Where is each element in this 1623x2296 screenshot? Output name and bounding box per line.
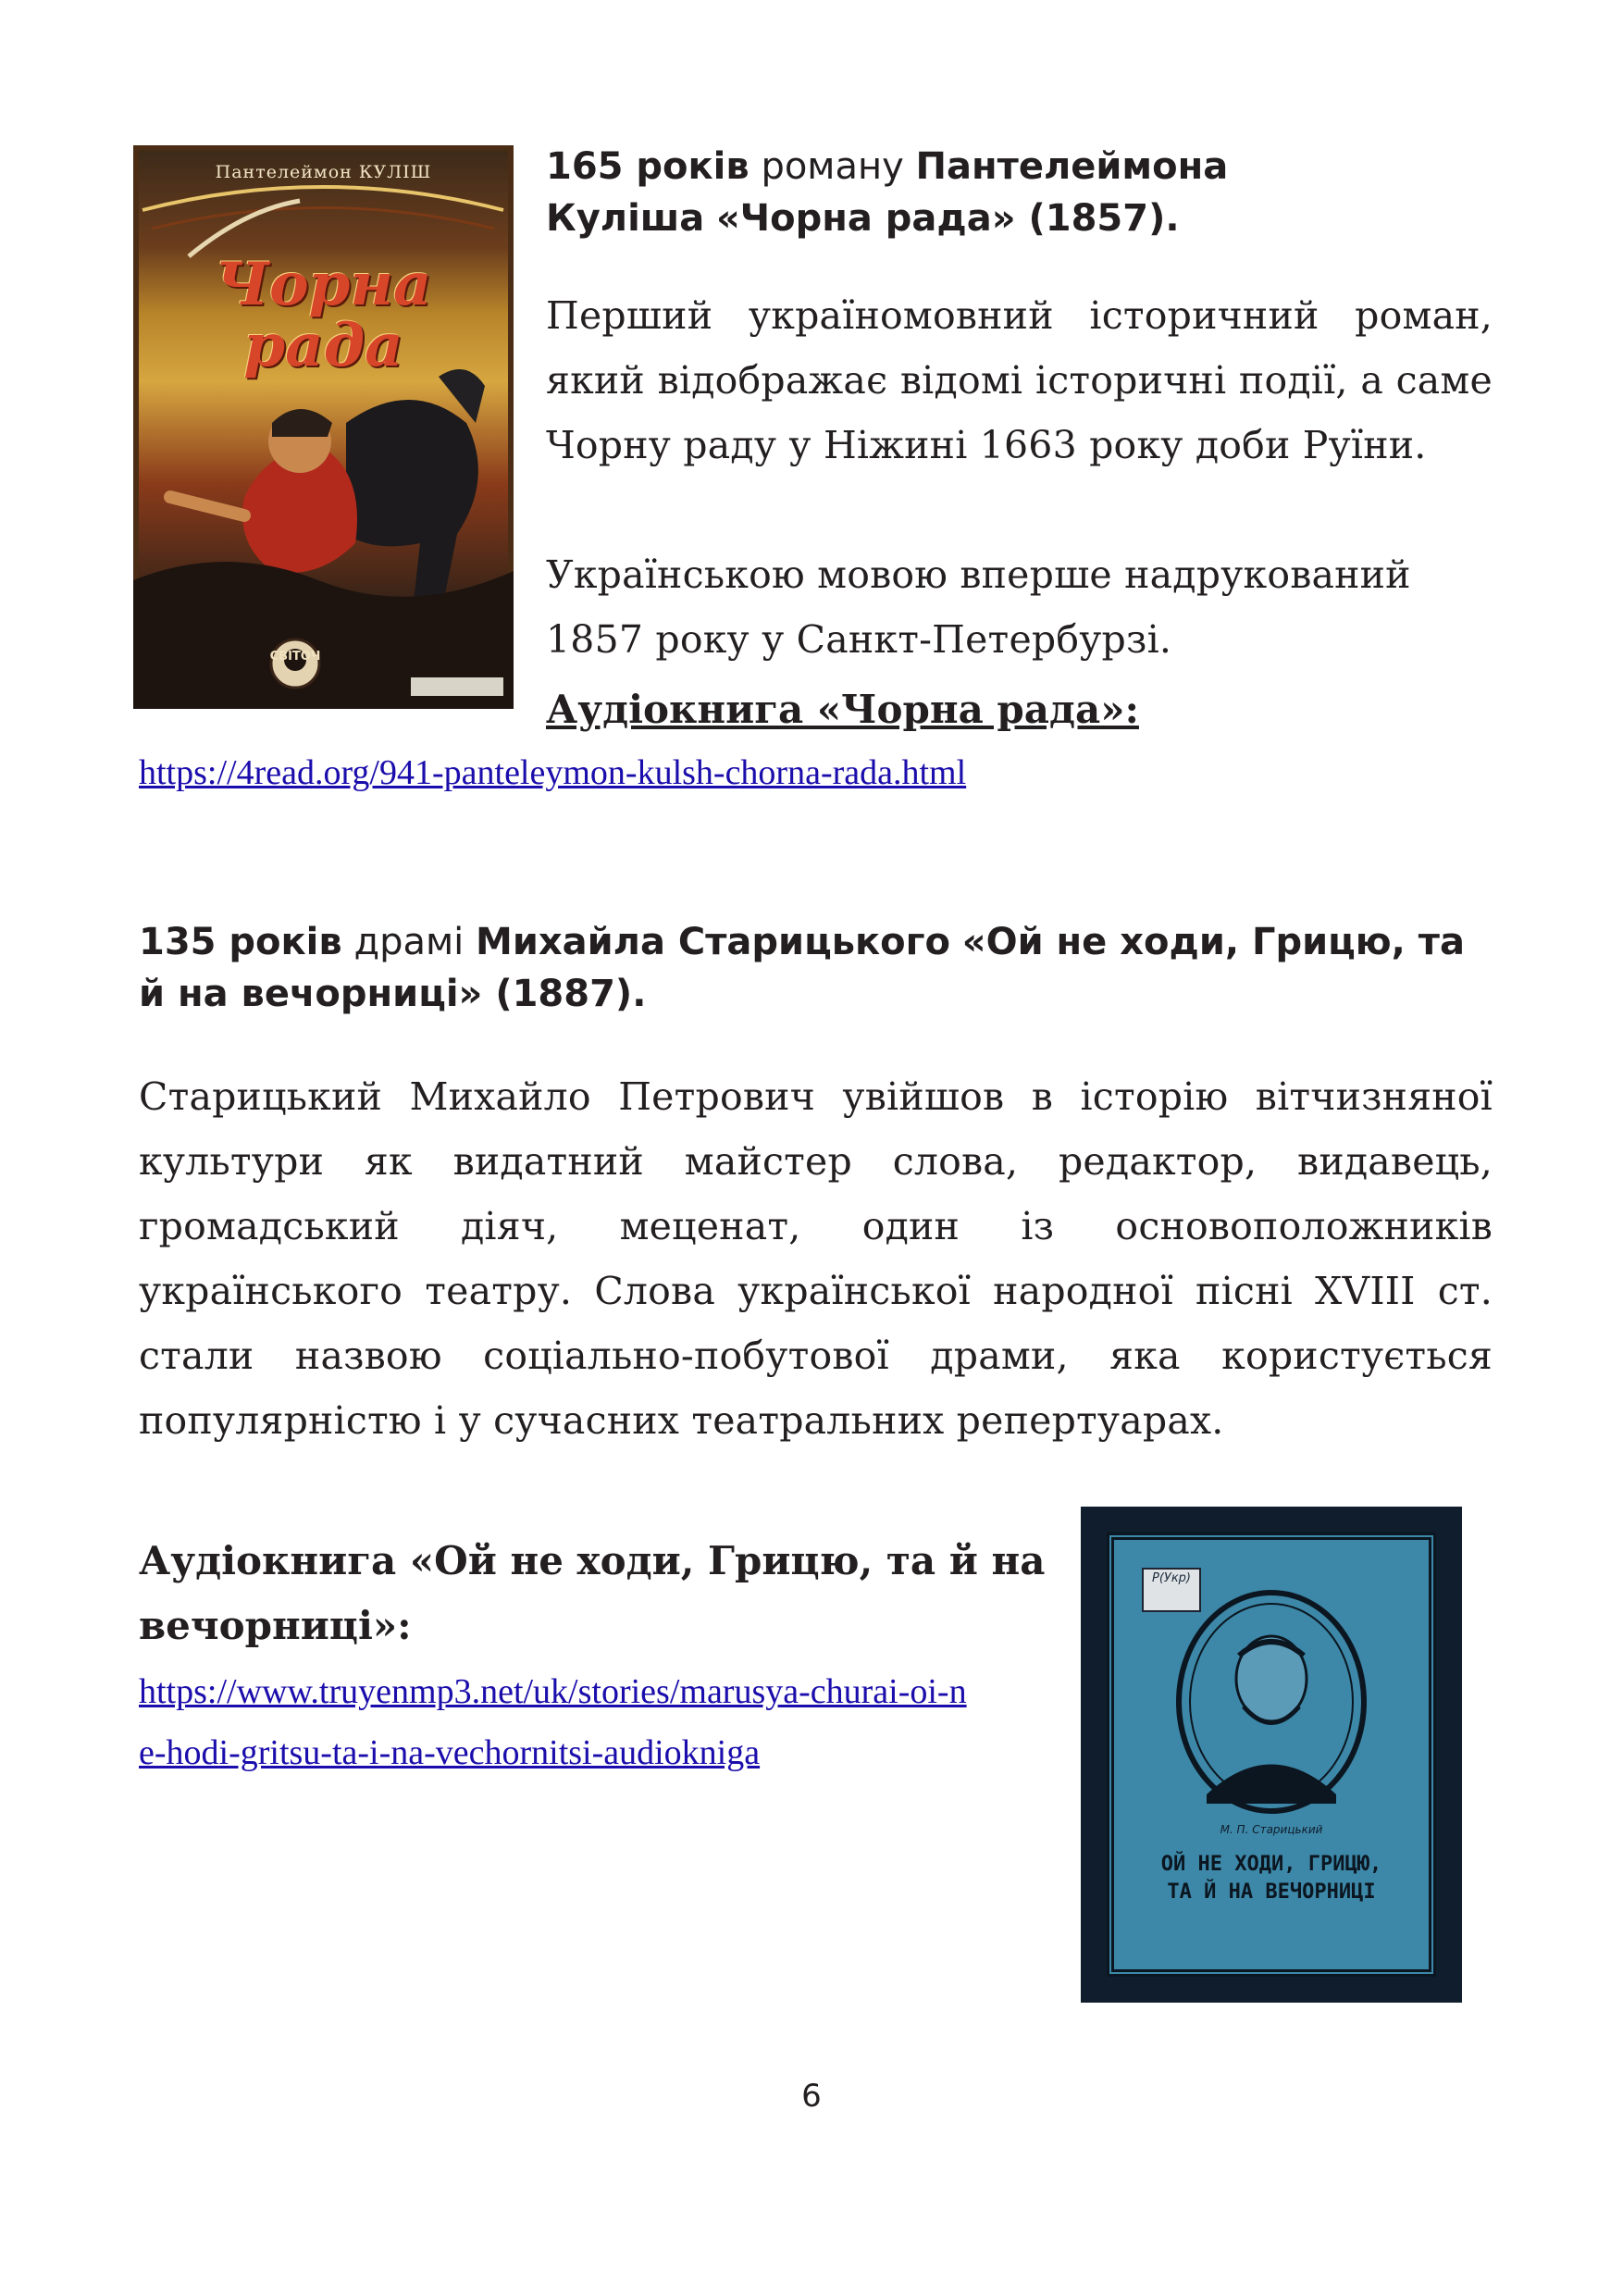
library-stamp: Р(Укр): [1142, 1568, 1201, 1612]
cover-illustration: [133, 145, 514, 709]
book-cover-chorna-rada: [133, 145, 514, 709]
heading-title: «Ой не ходи, Грицю, та й на вечорниці» (1887).: [139, 921, 1465, 1015]
heading-years: 135 років: [139, 921, 342, 963]
cover-title: [161, 250, 486, 380]
heading-word: драмі: [353, 921, 465, 963]
cover-title-line-2: ТА Й НА ВЕЧОРНИЦІ: [1167, 1880, 1376, 1904]
cover-title-line-2: рада: [243, 311, 403, 380]
section2-heading: [139, 916, 1494, 1020]
section2-paragraph: Старицький Михайло Петрович увійшов в історію вітчизняної культури як видатний майстер слова, редактор, видавець, громадський діяч, меценат, один із основоположників українського театру. Слова української народної пісні XVIII ст. стали назвою соціально-побутової драми, яка користується популярністю і у сучасних театральних репертуарах.: [139, 1074, 1493, 1443]
heading-word: роману: [761, 145, 904, 188]
page-number: 6: [801, 2078, 822, 2115]
section1-heading: [546, 141, 1286, 244]
cover-title-line-1: ОЙ НЕ ХОДИ, ГРИЦЮ,: [1160, 1853, 1382, 1876]
section1-paragraph-1: Перший україномовний історичний роман, який відображає відомі історичні події, а саме Чорну раду у Ніжині 1663 року доби Руїни.: [546, 293, 1493, 467]
cover-publisher: СВІТОЧ: [269, 650, 321, 664]
cover-title: [1125, 1851, 1418, 1906]
section2-audiobook-link[interactable]: https://www.truyenmp3.net/uk/stories/marusya-churai-oi-ne-hodi-gritsu-ta-i-na-vechornitsi-audiokniga: [139, 1672, 967, 1772]
cover-title-line-1: Чорна: [215, 250, 432, 319]
cover-author: Пантелеймон КУЛІШ: [215, 162, 432, 182]
section1-audiobook-link[interactable]: https://4read.org/941-panteleymon-kulsh-chorna-rada.html: [139, 753, 967, 792]
heading-author: Пантелеймона Куліша: [546, 145, 1229, 240]
book-cover-oi-ne-hody: [1081, 1507, 1462, 2003]
heading-years: 165 років: [546, 145, 750, 188]
cover-inner-panel: [1107, 1533, 1436, 1977]
cover-author: М. П. Старицький: [1220, 1823, 1323, 1836]
section1-paragraph-2: Українською мовою вперше надрукований 1857 року у Санкт-Петербурзі.: [546, 552, 1411, 662]
heading-title: «Чорна рада» (1857).: [715, 197, 1180, 240]
section1-audiobook-label: Аудіокнига «Чорна рада»:: [546, 687, 1139, 732]
section2-audiobook-label: Аудіокнига «Ой не ходи, Грицю, та й на вечорниці»:: [139, 1538, 1046, 1648]
heading-author: Михайла Старицького: [476, 921, 951, 963]
